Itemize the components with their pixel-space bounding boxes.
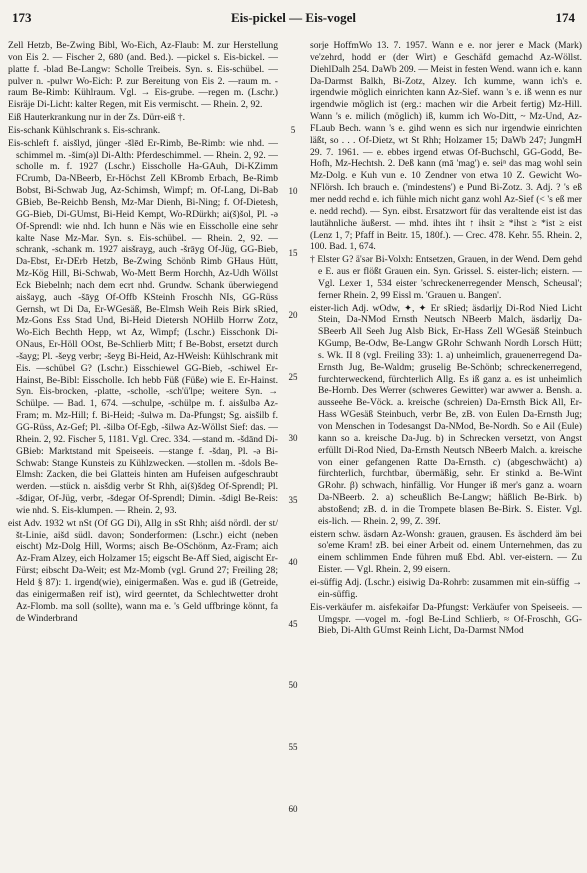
entry-paragraph: eister-lich Adj. wOdw, ✦, ✦ Er sRied; äsdǝrlįχ Di-Rod Nied Licht Stein, Da-NMod Ernsth Neutsch NBeerb Malch, äsdǝrlįχ Da-SBeerb All Seeh Jug Alsb Bick, Er-Hass Zell WGesäß Steinbuch KGump, Be-Odw, Be-Langw GRohr Schwanh Nordh Lorsch Hütt; s. Wk. II 8 (vgl. Freiling 33): 1. a) unheimlich, grauenerregend Da-Ernsth Jug, Be-Waldm; gruselig Be-Schönb; schreckenerregend, furchterweckend, fürchterlich Allg. Es iß ganz a. es ist unheimlich Be-Hornb. Des Werrer (schweres Gewitter) war awwer a. Bensh. a. ausseehe Be-Vöck. a. kreische (schreien) Da-Ernsth Bick All, Er-Hass WGesäß Steinbuch, verbr Be, zB. von Eulen Da-Ernsth Jug; von Menschen in Todesangst Da-NMod, Be-Nordh. So e Ail (Eule) kann so a. kreische Da-Jug. b) in Schrecken versetzt, von Angst erfüllt Di-Rod Nied, Da-Ernsth Neutsch NBeerb Malch. a. kreische von einer gefangenen Ratte Da-Ernsth. c) (abgeschwächt) a) fürchterlich, furchtbar, übermäßig, sehr. Er stinkd a. Be-Wint GRohr. β) schwach, hinfällig. Vor Hunger iß mer's ganz a. woarn Da-NBeerb. 2. a) scheußlich Be-Langw; häßlich Be-Birk. b) abstoßend; zB. d. in die Trompete blasen Be-Birk. S. Eister. Vgl. eis-lich. — Rhein. 2, 99, Z. 39f. <box>310 302 582 527</box>
entry-paragraph: Eiß Hauterkrankung nur in der Zs. Dürr-eiß †. <box>8 112 185 124</box>
running-title: Eis-pickel — Eis-vogel <box>231 10 356 25</box>
line-number: 55 <box>288 742 298 752</box>
line-number: 30 <box>288 433 298 443</box>
entry-paragraph: Eis-schank Kühlschrank s. Eis-schrank. <box>8 124 161 136</box>
line-number: 45 <box>288 619 298 629</box>
entry-paragraph: eistern schw. äsdǝrn Az-Wonsh: grauen, grausen. Es äschderd äm bei so'eme Kram! zB. bei einer Arbeit od. einem Unternehmen, das zu einem schlimmen Ende führen muß Ebd. Abl. ver-eistern. — Zu Eister. — Vgl. Rhein. 2, 99 eisern. <box>310 528 582 576</box>
line-number: 40 <box>288 557 298 567</box>
line-number: 10 <box>288 186 298 196</box>
line-number: 50 <box>288 680 298 690</box>
line-number: 60 <box>288 804 298 814</box>
line-number: 35 <box>288 495 298 505</box>
page-header <box>12 10 575 28</box>
line-number: 15 <box>288 248 298 258</box>
line-number: 20 <box>288 310 298 320</box>
entry-paragraph: ei-süffig Adj. (Lschr.) eisiwig Da-Rohrb: zusammen mit ein-süffig → ein-süffig. <box>310 576 582 600</box>
entry-paragraph: sorje HoffmWo 13. 7. 1957. Wann e e. nor jerer e Mack (Mark) ve'zehrd, hodd er (der Wirt) e Geschäfd gemachd Az-Wöllst. DiehlDalh 254. DaWb 209. — Meist in festen Wend. wann ich e. kann Da-Darmst Balkh, Bi-Zotz, Alzey. Ich kumme, wann ich's e. irgendwie möglich einrichten kann Az-Sief. wann 's e. iß wenn es nur irgendwie möglich ist (erg.: machen wir die Arbeit fertig) Mz-Hill. Wann 's e. milich (möglich) iß, kumm ich Wo-Ditt, ~ Mz-Und, Az-FLaub Bech. wann 's e. gihd wenn es sich nur irgendwie einrichten läßt, so . . . Of-Dietz, wt St Rhh; Holzamer 15; DaWb 247; JungmH 29. 7. 1961. — e. ebbes irgend etwas Of-Buchschl, GG-Godd, Be-Hofh, Mz-Hechtsh. 2. Deß kann (mā 'mag') e. seiⁿ das mag wohl sein Mz-Dolg. e Kuh vun e. 10 Zendner von etwa 10 Z. Gewicht Wo-NFlörsh. Ich brauch e. ('mindestens') e Pund Bi-Zotz. 3. Adj. ? 's eß mer nedd rechd e. ich fühle mich nicht ganz wohl Az-Sief (< 's eß mer e. nedd rechd). — Syn. eibst. Ersatzwort für das veraltende eist ist das lautähnliche äußerst. — mhd. ihtes iht ↑ ihsit ≥ *ihst ≥ *ist ≥ eist (Lenz 1, 7; Pfaff in Beitr. 15, 180f.). — Crec. 478. Kehr. 55. Rhein. 2, 100. Bad. 1, 674. <box>310 40 582 253</box>
line-numbers <box>281 40 305 865</box>
entry-paragraph: † Elster G? ä'sǝr Bi-Volxh: Entsetzen, Grauen, in der Wend. Dem gehd e E. aus er flößt Grauen ein. Syn. Grissel. S. eister-lich; eistern. — Vgl. Lexer 1, 534 eister 'schreckenerregender Mensch, Scheusal'; ferner Rhein. 2, 99 Eissl m. 'Grauen u. Bangen'. <box>310 254 582 301</box>
left-column <box>8 40 278 865</box>
line-number: 25 <box>288 372 298 382</box>
page-number-right: 174 <box>555 10 575 25</box>
entry-paragraph: eist Adv. 1932 wt nSt (Of GG Di), Allg in sSt Rhh; aiśd nördl. der st/št-Linie, aišd südl. davon; Sonderformen: (Lschr.) eicht (neben eischt) Mz-Dolg Hill, Worms; aisch Be-OSchönm, Az-Fram; aich Az-Fram Alzey, eich Holzamer 15; eigscht Be-Aff Sied, aigischt Er-Fürst; eibscht Da-Weit; est Mz-Momb (vgl. Grund 27; Freiling 28; Held § 87): 1. irgend(wie), einigermaßen. Was e. gud iß (Getreide, das einigermaßen reif ist), wird geerntet, da Schlechtwetter droht Az-Flomb. ma soll (sollte), wann ma e. 's Geld uffbringe könnt, fa de Winderbrand <box>8 517 278 624</box>
page-number-left: 173 <box>12 10 32 25</box>
right-column <box>310 40 582 865</box>
entry-paragraph: Zell Hetzb, Be-Zwing Bibl, Wo-Eich, Az-Flaub: M. zur Herstellung von Eis 2. — Fischer 2, 680 (and. Bed.). —pickel s. Eis-bickel. —platte f. -blad Be-Langw: Scholle Treibeis. Syn. s. Eis-schübel. —pulver n. -pulwr Wo-Eich: P. zur Bereitung von Eis 2. —raum m. -raum Be-Rimb: Kühlraum. Vgl. → Eis-grube. —regen m. (Lschr.) Eisräje Di-Licht: kalter Regen, mit Eis vermischt. — Rhein. 2, 92. <box>8 40 278 111</box>
entry-paragraph: Eis-verkäufer m. aisfekǝifǝr Da-Pfungst: Verkäufer von Speiseeis. — Umgspr. —vogel m. -fogl Be-Lind Schlierb, ≈ Of-Froschh, GG-Bieb, Di-Alth GUmst Reinh Licht, Da-Darmst NMod <box>310 601 582 637</box>
line-number: 5 <box>290 125 296 135</box>
entry-paragraph: Eis-schleft f. aisšlyd, jünger -šlēd Er-Rimb, Be-Rimb: wie nhd. —schimmel m. -šim(ǝ)l Di-Alth: Pferdeschimmel. — Rhein. 2, 92. —scholle m. f. 1927 (Lschr.) Eisscholle Ha-GAuh, Di-KZimm FCrumb, Da-NBeerb, Er-Höchst Zell KBromb Erbach, Be-Rimb Bobst, Bi-Schwab Jug, Az-Schimsh, Wimpf; m. Of-Lang, Di-Bab GBieb, Be-Reichb Bensh, Mz-Mar Dienh, Bi-Ning; f. Of-Dietesh, GG-Bieb, Di-GUmst, Bi-Heid Kempt, Wo-RDürkh; ai(š)šol, Pl. -ǝ Of-Sprendl: wie nhd. Ich hunn e Näs wie en Eisscholle eine sehr kalte Nase Mz-Mar. Syn. s. Eis-schübel. — Rhein. 2, 92. —schrank, -schank m. 1927 aisšrayg, auch -šrāyg Of-Jüg, GG-Bieb, Da-Ebst, Er-DErb Hetzb, Be-Zwing Schönb Rimb GHaus Hütt, Mz-Kög Hill, Bi-Schwab, Wo-Mett Berm Horchh, Az-Udh Wöllst Eck Biebelnh; nach dem ecrt nhd. Grundw. Schank überwiegend aisšayg, auch -šāyg Of-Offb KSteinh Froschh NIs, GG-Rüss Gernsh, wt Di Da, Er-WGesäß, Be-Elmsh Weih Reis Birk sRied, Mz-Gons Ess Stad Und, Bi-Heid Dietersh NOHilb Horrw Zotz, Wo-Eich Bechth Hepp, wt Az, Wimpf; (Lschr.) Eisschonk Di-ONaus, Er-Höll OOst, Be-Schlierb Mitt; f Be-Bobst, ersetzt durch -šayg; Pl. -šeyg verbr; -šeyg Bi-Heid, Az-HWeish: Kühlschrank mit Eis. —schübel G? (Lschr.) Eisschiewel GG-Bieb, -schiwel Er-Hainst, Be-Bibl: Eisscholle. Ich hebb Füß (Füße) wie E. Er-Hainst. Syn. Eis-brocken, -platte, -scholle, -sch'ü'lpe; weitere Syn. → Schülpe. — Bad. 1, 674. —schulpe, -schülpe m. f. aisšulbǝ Az-Fram; m. Mz-Hill; f. Bi-Heid; -šulwǝ m. Da-Pfungst; Sg. aisšilb f. GG-Rüss, Az-Gef; Pl. -šilbǝ Of-Egb, -šilwǝ Az-Wöllst Sief: das. — Rhein. 2, 92. Fischer 5, 1181. Vgl. Crec. 334. —stand m. -šdānd Di-GBieb: Marktstand mit Speiseeis. —stange f. -šdaŋ, Pl. -ǝ Bi-Schwab: Stange Kunsteis zu Kühlzwecken. —stollen m. -šdols Be-Elmsh: Zacken, die bei Glatteis hinten am Hufeisen aufgeschraubt werden. —stück n. aisšdig verbr St Rhh, ai(š)šdeg Of-Sprendl; Pl. -šdigǝr, Of-Jüg, verbr, -šdegǝr Of-Sprendl; Dimin. -šdigl Be-Reis: wie nhd. S. Eis-klumpen. — Rhein. 2, 93. <box>8 137 278 516</box>
